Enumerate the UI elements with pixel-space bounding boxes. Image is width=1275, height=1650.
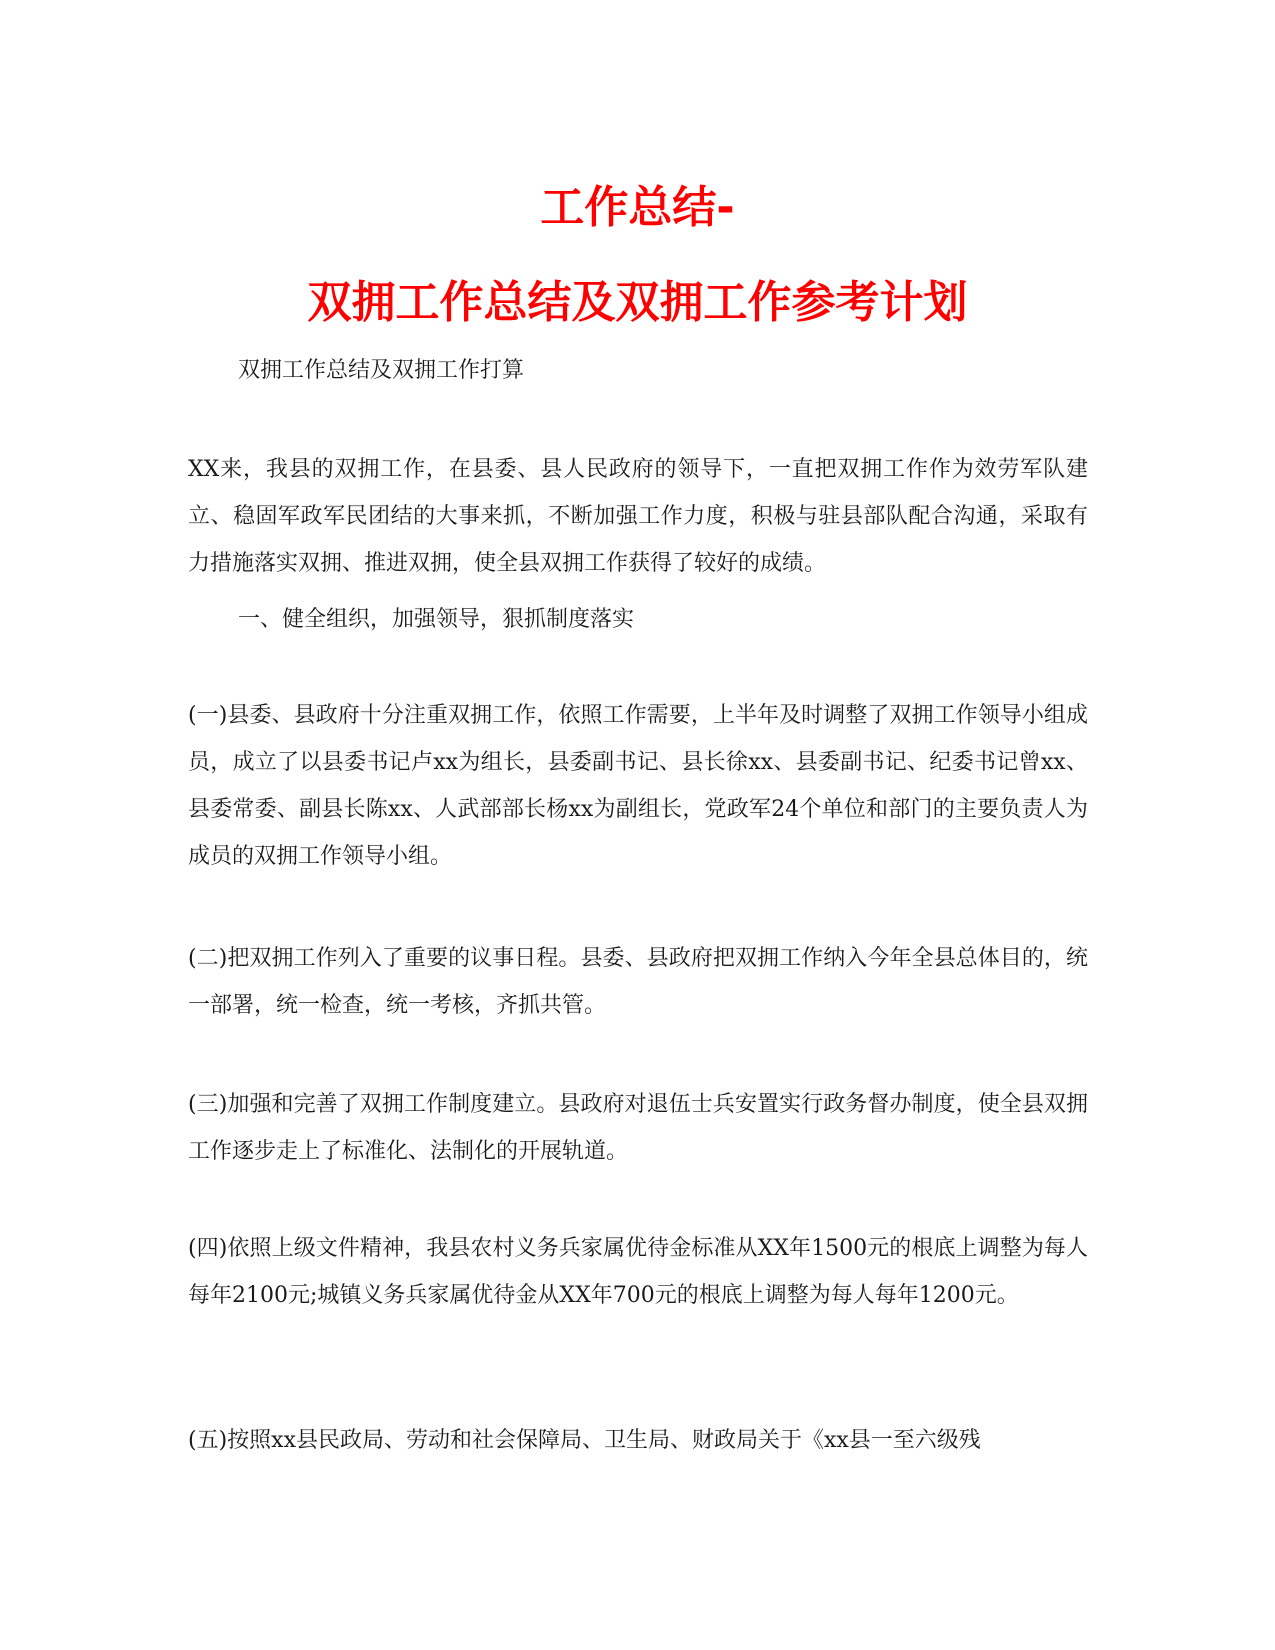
- paragraph-intro: XX来，我县的双拥工作，在县委、县人民政府的领导下，一直把双拥工作作为效劳军队建立、稳固军政军民团结的大事来抓，不断加强工作力度，积极与驻县部队配合沟通，采取有力措施落实双拥、推进双拥，使全县双拥工作获得了较好的成绩。: [188, 457, 1088, 576]
- section-heading-1: 一、健全组织，加强领导，狠抓制度落实: [238, 607, 635, 632]
- document-title-line-2: 双拥工作总结及双拥工作参考计划: [307, 277, 968, 328]
- paragraph-item-2: (二)把双拥工作列入了重要的议事日程。县委、县政府把双拥工作纳入今年全县总体目的，统一部署，统一检查，统一考核，齐抓共管。: [188, 946, 1088, 1018]
- paragraph-item-3: (三)加强和完善了双拥工作制度建立。县政府对退伍士兵安置实行政务督办制度，使全县双拥工作逐步走上了标准化、法制化的开展轨道。: [188, 1092, 1088, 1164]
- paragraph-item-5: (五)按照xx县民政局、劳动和社会保障局、卫生局、财政局关于《xx县一至六级残: [188, 1428, 981, 1453]
- paragraph-item-1: (一)县委、县政府十分注重双拥工作，依照工作需要，上半年及时调整了双拥工作领导小组成员，成立了以县委书记卢xx为组长，县委副书记、县长徐xx、县委副书记、纪委书记曾xx、县委常委、副县长陈xx、人武部部长杨xx为副组长，党政军24个单位和部门的主要负责人为成员的双拥工作领导小组。: [188, 703, 1088, 869]
- paragraph-item-4: (四)依照上级文件精神，我县农村义务兵家属优待金标准从XX年1500元的根底上调整为每人每年2100元;城镇义务兵家属优待金从XX年700元的根底上调整为每人每年1200元。: [188, 1236, 1088, 1308]
- document-subtitle: 双拥工作总结及双拥工作打算: [238, 358, 525, 383]
- document-title-line-1: 工作总结-: [540, 182, 735, 233]
